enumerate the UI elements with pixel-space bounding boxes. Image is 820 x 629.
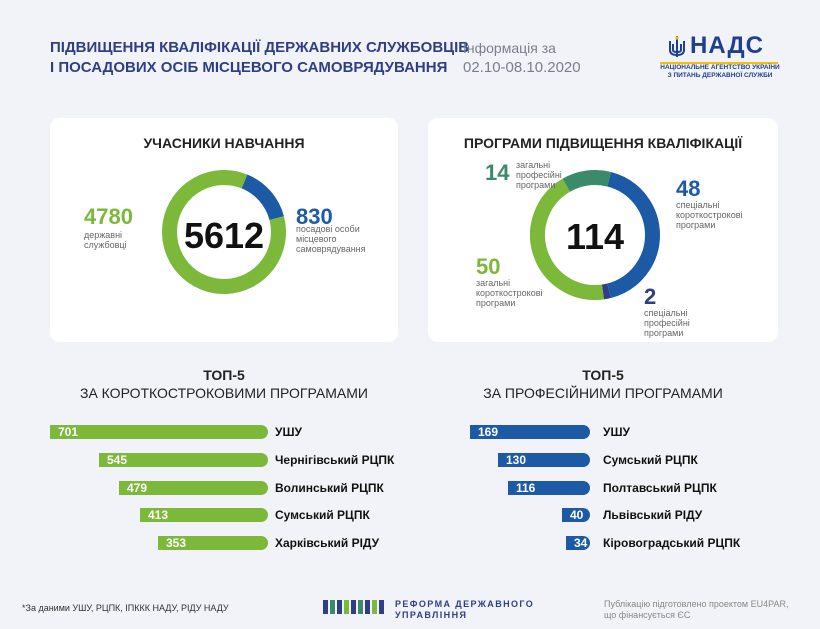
bar-value-label: 701 bbox=[58, 425, 79, 439]
donut-slice-general-prof bbox=[566, 178, 609, 186]
bar-value-label: 34 bbox=[574, 536, 588, 550]
logo-sub-1: НАЦІОНАЛЬНЕ АГЕНТСТВО УКРАЇНИ bbox=[660, 64, 780, 71]
reform-logo-icon bbox=[323, 600, 389, 619]
label-line: посадові особи bbox=[296, 224, 360, 234]
donut-total: 114 bbox=[565, 216, 625, 257]
bar-category-label: УШУ bbox=[275, 425, 302, 439]
logo-sub-2: З ПИТАНЬ ДЕРЖАВНОЇ СЛУЖБИ bbox=[667, 72, 773, 79]
title-line-1: ПІДВИЩЕННЯ КВАЛІФІКАЦІЇ ДЕРЖАВНИХ СЛУЖБОВЦІВ bbox=[50, 39, 470, 56]
pub-line: що фінансується ЄС bbox=[604, 610, 691, 620]
trident-icon bbox=[668, 35, 686, 59]
label-line: професійні bbox=[516, 170, 562, 180]
card-title: УЧАСНИКИ НАВЧАННЯ bbox=[143, 135, 305, 151]
participants-card bbox=[50, 118, 398, 342]
bar-category-label: Волинський РЦПК bbox=[275, 481, 384, 495]
bar-value-label: 545 bbox=[107, 453, 128, 467]
bar-category-label: Кіровоградський РЦПК bbox=[603, 536, 741, 550]
reform-line: РЕФОРМА ДЕРЖАВНОГО bbox=[395, 599, 535, 609]
logo-subtitle bbox=[660, 64, 780, 80]
bar-category-label: УШУ bbox=[603, 425, 630, 439]
label-line: професійні bbox=[644, 318, 690, 328]
label-line: державні bbox=[84, 230, 123, 240]
top5-heading: ТОП-5 bbox=[203, 367, 245, 383]
special-prof-value: 2 bbox=[644, 284, 657, 309]
top5-prof-title bbox=[428, 366, 778, 402]
period-label: Інформація за bbox=[463, 40, 556, 56]
special-prof-label bbox=[644, 308, 690, 338]
bar-value-label: 169 bbox=[478, 425, 499, 439]
bar-category-label: Львівський РІДУ bbox=[603, 508, 703, 522]
page-title bbox=[50, 38, 470, 78]
bar-value-label: 413 bbox=[148, 508, 169, 522]
period-dates: 02.10-08.10.2020 bbox=[463, 59, 581, 76]
bar-value-label: 40 bbox=[570, 508, 584, 522]
logo-name: НАДС bbox=[690, 32, 764, 59]
donut-slice-local-officials bbox=[244, 181, 276, 218]
civil-servants-value: 4780 bbox=[84, 204, 133, 229]
label-line: спеціальні bbox=[676, 200, 720, 210]
label-line: загальні bbox=[516, 160, 551, 170]
bar-category-label: Харківський РІДУ bbox=[275, 536, 380, 550]
top5-subheading: ЗА КОРОТКОСТРОКОВИМИ ПРОГРАМАМИ bbox=[80, 385, 368, 401]
label-line: службовці bbox=[84, 240, 127, 250]
label-line: короткострокові bbox=[476, 288, 543, 298]
bar-value-label: 116 bbox=[516, 481, 536, 495]
donut-total: 5612 bbox=[183, 215, 265, 256]
bar-category-label: Полтавський РЦПК bbox=[603, 481, 717, 495]
special-short-value: 48 bbox=[676, 176, 701, 201]
general-prof-value: 14 bbox=[485, 160, 510, 185]
label-line: загальні bbox=[476, 278, 511, 288]
label-line: місцевого bbox=[296, 234, 337, 244]
label-line: програми bbox=[676, 220, 716, 230]
reform-logo-text bbox=[395, 599, 534, 621]
local-officials-value: 830 bbox=[296, 204, 333, 229]
label-line: програми bbox=[644, 328, 684, 338]
bar-category-label: Сумський РЦПК bbox=[603, 453, 698, 467]
period-info bbox=[463, 38, 581, 78]
label-line: спеціальні bbox=[644, 308, 688, 318]
label-line: короткострокові bbox=[676, 210, 743, 220]
general-short-label bbox=[476, 278, 542, 308]
donut-slice-special-prof bbox=[603, 291, 609, 292]
bar-value-label: 130 bbox=[506, 453, 527, 467]
label-line: програми bbox=[516, 180, 556, 190]
bar-value-label: 479 bbox=[127, 481, 148, 495]
label-line: програми bbox=[476, 298, 516, 308]
card-title: ПРОГРАМИ ПІДВИЩЕННЯ КВАЛІФІКАЦІЇ bbox=[463, 135, 743, 151]
bar bbox=[50, 425, 268, 439]
pub-line: Публікацію підготовлено проектом EU4PAR, bbox=[604, 599, 789, 609]
bar-category-label: Чернігівський РЦПК bbox=[275, 453, 395, 467]
title-line-2: І ПОСАДОВИХ ОСІБ МІСЦЕВОГО САМОВРЯДУВАННЯ bbox=[50, 59, 448, 76]
general-short-value: 50 bbox=[476, 254, 501, 279]
top5-short-title bbox=[50, 366, 398, 402]
special-short-label bbox=[676, 200, 742, 230]
top5-subheading: ЗА ПРОФЕСІЙНИМИ ПРОГРАМАМИ bbox=[483, 385, 723, 401]
source-note: *За даними УШУ, РЦПК, ІПККК НАДУ, РІДУ НАДУ bbox=[22, 603, 229, 613]
programs-card bbox=[428, 118, 778, 342]
label-line: самоврядування bbox=[296, 244, 366, 254]
bar-category-label: Сумський РЦПК bbox=[275, 508, 370, 522]
civil-servants-label bbox=[84, 230, 127, 250]
general-prof-label bbox=[516, 160, 562, 190]
top5-heading: ТОП-5 bbox=[582, 367, 624, 383]
bar-value-label: 353 bbox=[166, 536, 187, 550]
local-officials-label bbox=[296, 224, 366, 254]
publication-note bbox=[604, 599, 788, 621]
reform-line: УПРАВЛІННЯ bbox=[395, 610, 468, 620]
